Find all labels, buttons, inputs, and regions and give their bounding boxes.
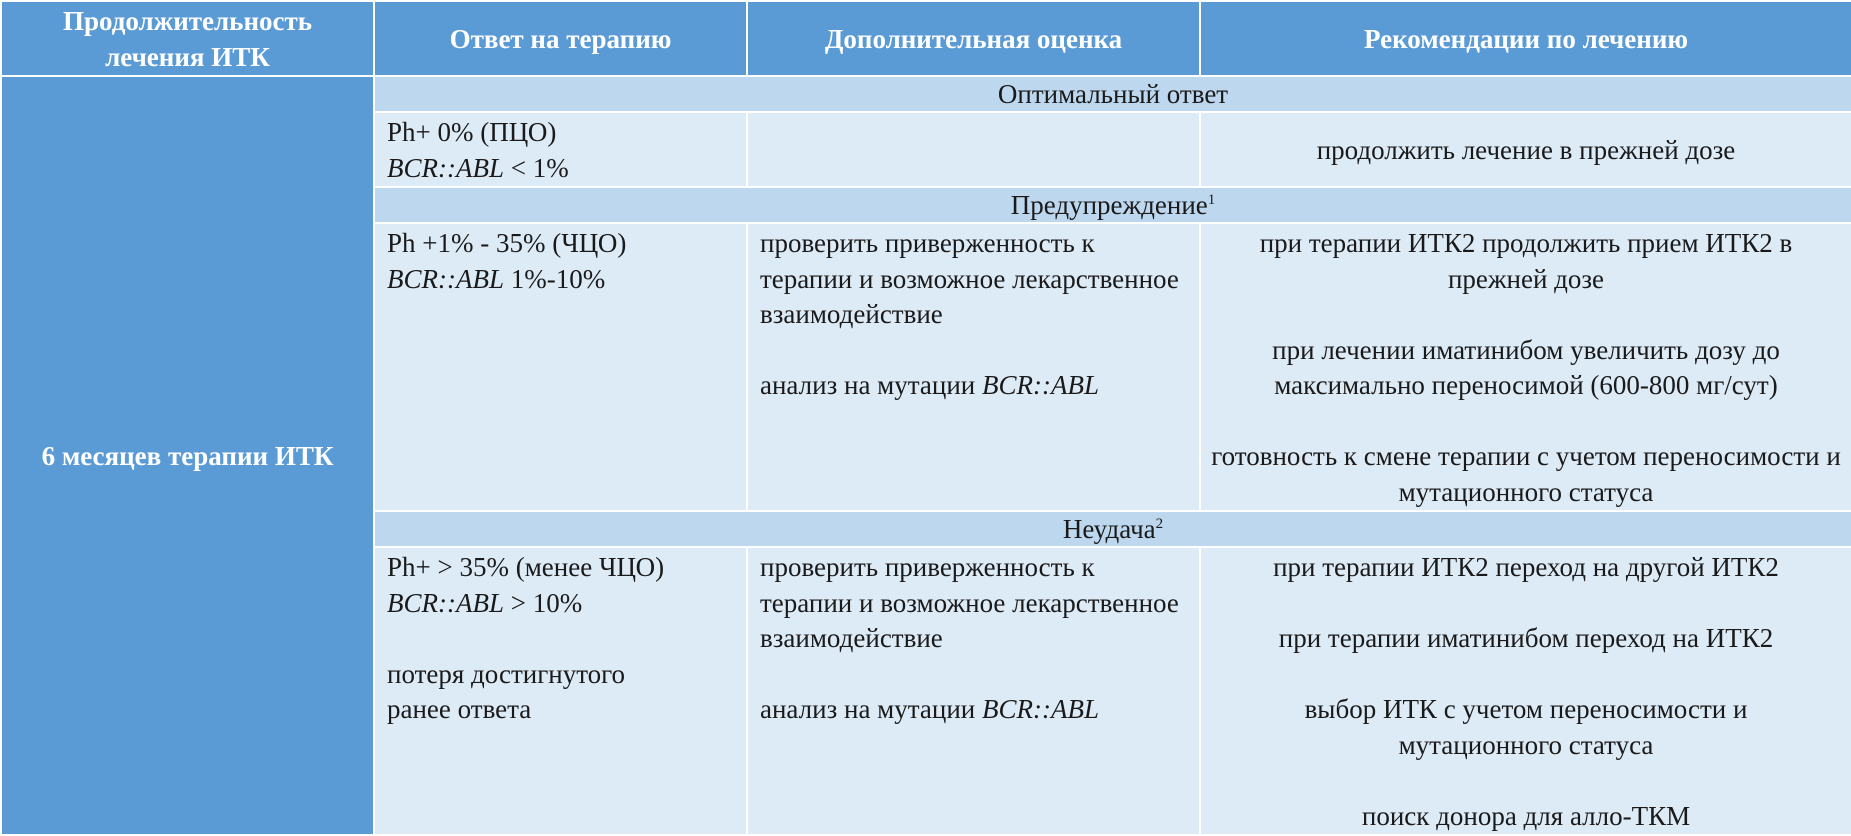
assessment-text: анализ на мутации BCR::ABL [760, 694, 1099, 724]
header-row [1, 1, 1851, 76]
section-title-warning: Предупреждение$^1$ [374, 187, 1851, 223]
section-band-optimal [1, 76, 1851, 112]
response-line: Ph +1% - 35% (ЧЦО) [387, 228, 627, 258]
gene-name: BCR::ABL [387, 152, 504, 183]
assessment-text: проверить приверженность к терапии и возможное лекарственное взаимодействие [760, 228, 1179, 329]
recommendation-text: при лечении иматинибом увеличить дозу до максимально переносимой (600-800 мг/сут) [1272, 334, 1780, 400]
assessment-text: проверить приверженность к терапии и возможное лекарственное взаимодействие [760, 552, 1179, 653]
header-assessment: Дополнительная оценка [747, 1, 1200, 76]
header-response: Ответ на терапию [374, 1, 747, 76]
assessment-optimal [747, 112, 1200, 187]
response-warning [374, 223, 747, 511]
section-title-failure: Неудача$^2$ [374, 511, 1851, 547]
recommendation-warning [1200, 223, 1851, 511]
response-line: Ph+ > 35% (менее ЧЦО) [387, 552, 665, 582]
gene-name: BCR::ABL [387, 263, 504, 294]
response-failure [374, 547, 747, 835]
recommendation-text: продолжить лечение в прежней дозе [1316, 134, 1736, 165]
response-line: Ph+ 0% (ПЦО) [387, 117, 557, 147]
recommendation-text: готовность к смене терапии с учетом переносимости и мутационного статуса [1211, 441, 1841, 507]
response-line: BCR::ABL > 10% [387, 587, 583, 618]
recommendation-text: выбор ИТК с учетом переносимости и мутационного статуса [1304, 694, 1748, 760]
row-label-6-months: 6 месяцев терапии ИТК [1, 76, 374, 835]
gene-name: BCR::ABL [981, 694, 1099, 724]
assessment-warning [747, 223, 1200, 511]
footnote-marker: 1 [1207, 192, 1216, 208]
recommendation-text: поиск донора для алло-ТКМ [1361, 800, 1691, 831]
response-optimal [374, 112, 747, 187]
recommendation-failure [1200, 547, 1851, 835]
response-line: потеря достигнутого ранее ответа [387, 658, 626, 724]
gene-name: BCR::ABL [981, 370, 1099, 400]
recommendation-text: при терапии ИТК2 переход на другой ИТК2 [1273, 552, 1779, 582]
recommendation-text: при терапии иматинибом переход на ИТК2 [1278, 623, 1774, 653]
header-duration: Продолжительность лечения ИТК [1, 1, 374, 76]
assessment-failure [747, 547, 1200, 835]
response-line: BCR::ABL < 1% [387, 152, 569, 183]
response-line: BCR::ABL 1%-10% [387, 263, 606, 294]
header-recommendations: Рекомендации по лечению [1200, 1, 1851, 76]
recommendation-optimal [1200, 112, 1851, 187]
recommendation-text: при терапии ИТК2 продолжить прием ИТК2 в прежней дозе [1259, 228, 1793, 294]
assessment-text: анализ на мутации BCR::ABL [760, 370, 1099, 400]
gene-name: BCR::ABL [387, 587, 504, 618]
footnote-marker: 2 [1155, 516, 1164, 532]
section-title-optimal: Оптимальный ответ [374, 76, 1851, 112]
